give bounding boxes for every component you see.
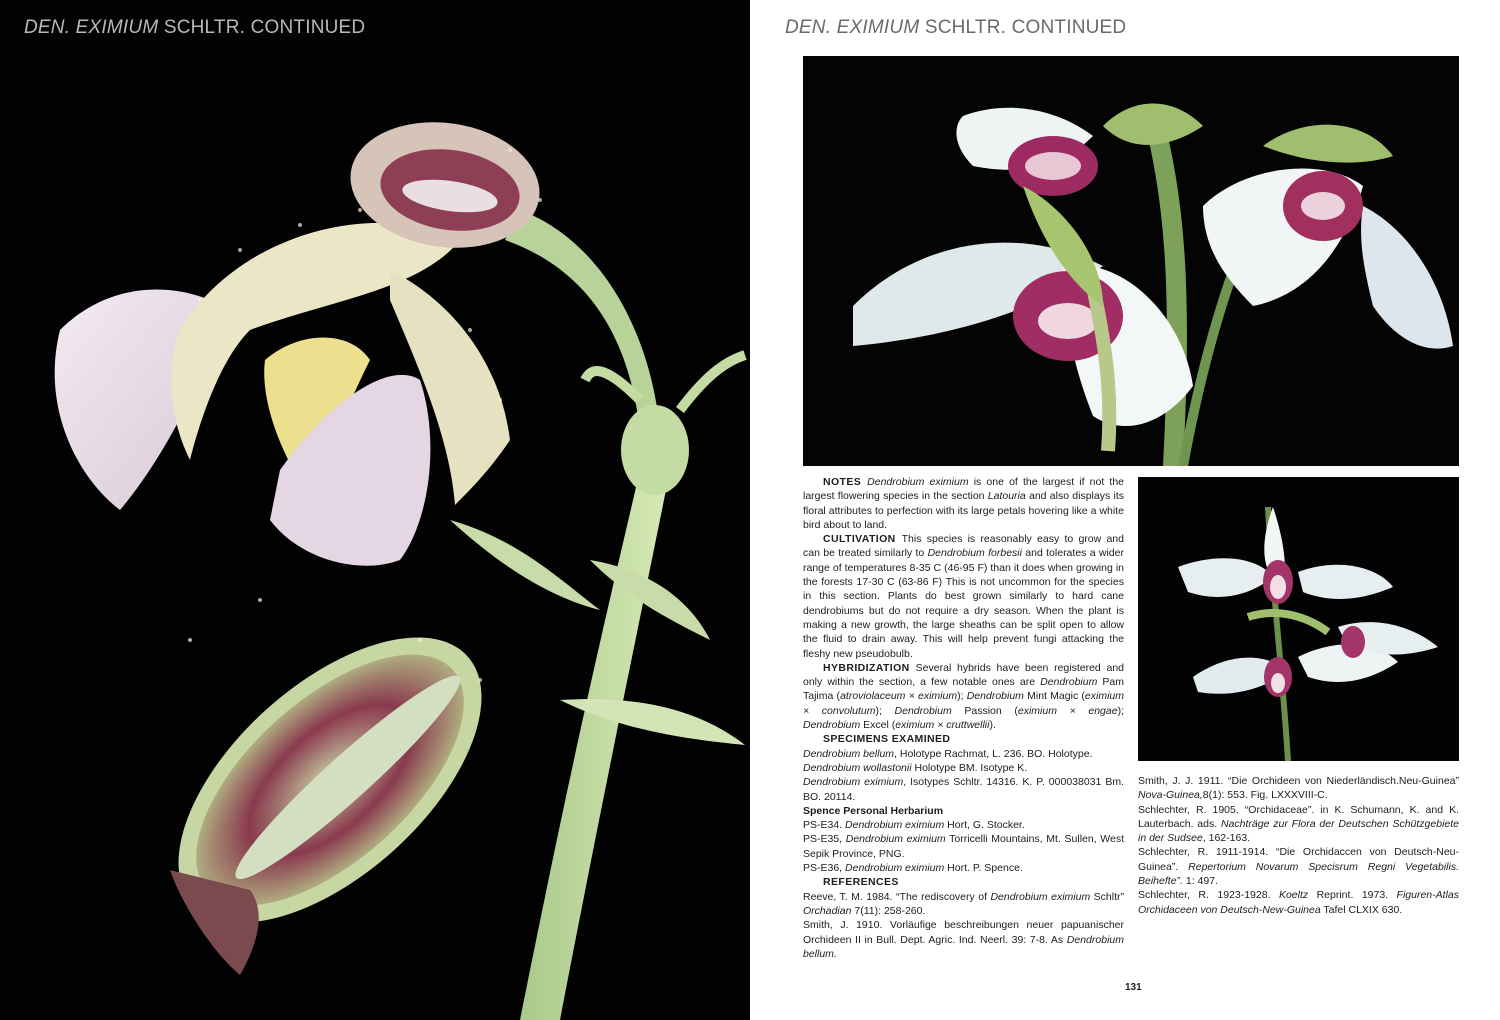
- herbarium-entry: PS-E34. Dendrobium eximium Hort, G. Stocker.: [803, 819, 1025, 832]
- running-head-right: DEN. EXIMIUM SCHLTR. CONTINUED: [785, 17, 1127, 38]
- herbarium-entry: PS-E36, Dendrobium eximium Hort. P. Spence.: [803, 862, 1023, 875]
- reference-entry: Reeve, T. M. 1984. “The rediscovery of Dendrobium eximium Schltr” Orchadian 7(11): 258-260.: [803, 890, 1124, 917]
- right-page: [750, 0, 1500, 1020]
- hybridization-heading: HYBRIDIZATION: [823, 661, 910, 674]
- references-heading: REFERENCES: [823, 876, 899, 889]
- notes-heading: NOTES: [823, 476, 862, 488]
- hybridization-paragraph: HYBRIDIZATION Several hybrids have been registered and only within the section, a few notable ones are Dendrobium Pam Tajima (atroviolaceum × eximium); Dendrobium Mint Magic (eximium × convolutum); Dendrobium Passion (eximium × engae); Dendrobium Excel (eximium × cruttwellii).: [803, 661, 1124, 732]
- reference-entry: Schlechter, R. 1911-1914. “Die Orchidaccen von Deutsch-Neu-Guinea”. Repertorium Novarum Specisrum Regni Vegetabilis. Beihefte”. 1: 497.: [1138, 846, 1459, 888]
- page-number: 131: [1125, 982, 1142, 993]
- reference-entry: Smith, J. 1910. Vorläufige beschreibungen neuer papuanischer Orchideen II in Bull. Dept. Agric. Ind. Neerl. 39: 7-8. As Dendrobium bellum.: [803, 919, 1124, 960]
- cultivation-paragraph: CULTIVATION This species is reasonably easy to grow and can be treated similarly to Dendrobium forbesii and tolerates a wider range of temperatures 8-35 C (46-95 F) than it does when growing in the forests 17-30 C (63-86 F) This is not uncommon for the species in this section. Plants do best grown similarly to hard cane dendrobiums but do not require a dry season. When the plant is making a new growth, the large sheaths can be split open to allow the fluid to drain away. This will help prevent fungi attacking the fleshy new pseudobulb.: [803, 533, 1124, 660]
- orchid-spray-photo: [1138, 477, 1459, 761]
- specimen-entry: Dendrobium bellum, Holotype Rachmat, L. 236. BO. Holotype.: [803, 747, 1093, 760]
- reference-entry: Smith, J. J. 1911. “Die Orchideen von Niederländisch.Neu-Guinea” Nova-Guinea,8(1): 553. Fig. LXXXVIII-C.: [1138, 775, 1459, 802]
- herbarium-heading: Spence Personal Herbarium: [803, 804, 944, 817]
- reference-entry: Schlechter, R. 1905. “Orchidaceae”. in K. Schumann, K. and K. Lauterbach. ads. Nachträge zur Flora der Deutschen Schützgebiete in der Sudsee, 162-163.: [1138, 803, 1459, 845]
- specimen-entry: Dendrobium wollastonii Holotype BM. Isotype K.: [803, 761, 1028, 774]
- specimens-heading: SPECIMENS EXAMINED: [823, 733, 951, 746]
- notes-paragraph: NOTES Dendrobium eximium is one of the largest if not the largest flowering species in the section Latouria and also displays its floral attributes to perfection with its large petals hovering like a white bird about to land.: [803, 476, 1124, 531]
- text-column-right: [1138, 774, 1459, 917]
- running-head-left: DEN. EXIMIUM SCHLTR. CONTINUED: [24, 17, 366, 38]
- cultivation-heading: CULTIVATION: [823, 533, 896, 546]
- text-column-left: [803, 475, 1124, 961]
- specimen-entry: Dendrobium eximium, Isotypes Schltr. 14316. K. P. 000038031 Bm. BO. 20114.: [803, 776, 1124, 803]
- reference-entry: Schlechter, R. 1923-1928. Koeltz Reprint. 1973. Figuren-Atlas Orchidaceen von Deutsch-New-Guinea Tafel CLXIX 630.: [1138, 889, 1459, 916]
- herbarium-entry: PS-E35, Dendrobium eximium Torricelli Mountains, Mt. Sullen, West Sepik Province, PNG.: [803, 833, 1124, 860]
- orchid-flowers-photo: [803, 56, 1459, 466]
